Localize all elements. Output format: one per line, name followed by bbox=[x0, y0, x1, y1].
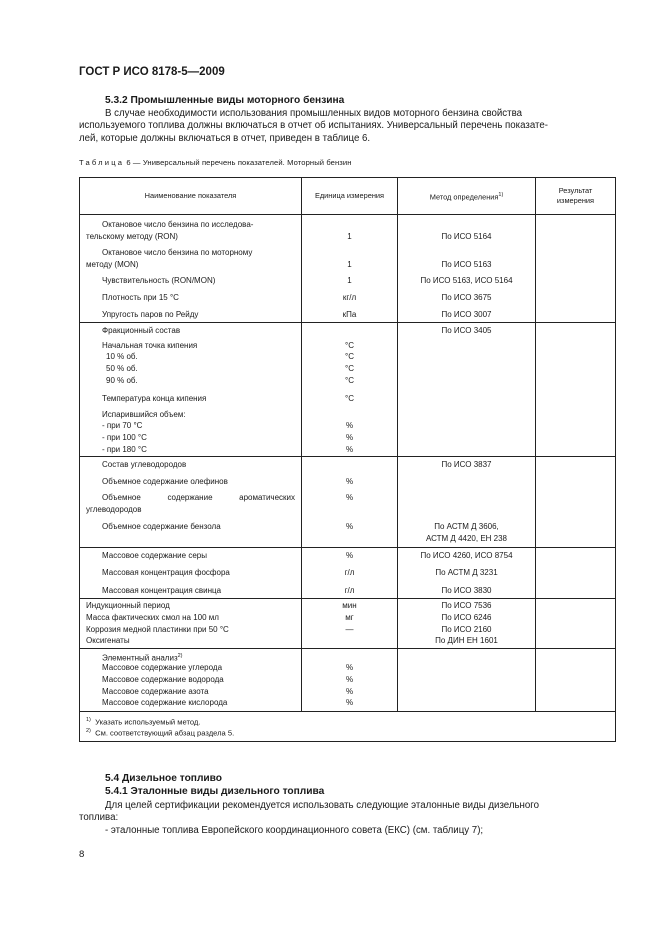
table-caption: Таблица 6 — Универсальный перечень показателей. Моторный бензин bbox=[79, 158, 352, 167]
group-3-methods: По ИСО 3837 По АСТМ Д 3606, АСТМ Д 4420, ЕН 238 bbox=[398, 457, 536, 548]
group-6-names: Элементный анализ$^{2)}$ Массовое содержание углерода Массовое содержание водорода Массовое содержание азота Массовое содержание кислорода bbox=[80, 648, 302, 711]
table-row bbox=[80, 323, 616, 457]
paragraph-line: Для целей сертификации рекомендуется использовать следующие эталонные виды дизельного bbox=[105, 800, 539, 811]
group-1-units: 1 1 1 кг/л кПа bbox=[302, 215, 398, 323]
table-row bbox=[80, 457, 616, 548]
paragraph-line: топлива: bbox=[79, 812, 119, 824]
paragraph-line: В случае необходимости использования промышленных видов моторного бензина свойства bbox=[105, 108, 522, 119]
result-cell bbox=[536, 323, 616, 457]
result-cell bbox=[536, 547, 616, 599]
paragraph-line: используемого топлива должны включаться в отчет об испытаниях. Универсальный перечень показате- bbox=[79, 120, 548, 132]
group-5-units: мин мг — bbox=[302, 599, 398, 648]
section-5-4-1-paragraph bbox=[79, 800, 614, 837]
table-footnotes: $^{1)}$ Указать используемый метод. $^{2)}$ См. соответствующий абзац раздела 5. bbox=[80, 711, 616, 741]
column-header-name: Наименование показателя bbox=[80, 178, 302, 215]
group-3-units: % % % bbox=[302, 457, 398, 548]
footnotes-row bbox=[80, 711, 616, 741]
group-3-names: Состав углеводородов Объемное содержание олефинов Объемное содержание ароматических углеводородов Объемное содержание бензола bbox=[80, 457, 302, 548]
section-heading-5-4: 5.4 Дизельное топливо bbox=[105, 773, 223, 784]
group-1-methods: По ИСО 5164 По ИСО 5163 По ИСО 5163, ИСО 5164 По ИСО 3675 По ИСО 3007 bbox=[398, 215, 536, 323]
group-5-names: Индукционный период Масса фактических смол на 100 мл Коррозия медной пластинки при 50 °С Оксигенаты bbox=[80, 599, 302, 648]
group-4-methods: По ИСО 4260, ИСО 8754 По АСТМ Д 3231 По ИСО 3830 bbox=[398, 547, 536, 599]
group-2-units: °С °С °С °С °С % % % bbox=[302, 323, 398, 457]
table-row bbox=[80, 599, 616, 648]
paragraph-line: лей, которые должны включаться в отчет, приведен в таблице 6. bbox=[79, 132, 371, 144]
result-cell bbox=[536, 457, 616, 548]
document-header: ГОСТ Р ИСО 8178-5—2009 bbox=[79, 66, 225, 78]
page-number: 8 bbox=[79, 849, 85, 860]
group-6-units: % % % % bbox=[302, 648, 398, 711]
table-row bbox=[80, 648, 616, 711]
section-heading-5-4-1: 5.4.1 Эталонные виды дизельного топлива bbox=[105, 786, 325, 797]
result-cell bbox=[536, 599, 616, 648]
column-header-unit: Единица измерения bbox=[302, 178, 398, 215]
result-cell bbox=[536, 215, 616, 323]
parameters-table bbox=[79, 177, 616, 742]
group-1-names: Октановое число бензина по исследова- тельскому методу (RON) Октановое число бензина по моторному методу (MON) Чувствительность (RON/MON) Плотность при 15 °С Упругость паров по Рейду bbox=[80, 215, 302, 323]
group-4-names: Массовое содержание серы Массовая концентрация фосфора Массовая концентрация свинца bbox=[80, 547, 302, 599]
table-row bbox=[80, 547, 616, 599]
group-2-names: Фракционный состав Начальная точка кипения 10 % об. 50 % об. 90 % об. Температура конца кипения Испарившийся объем: - при 70 °С - при 100 °С - при 180 °С bbox=[80, 323, 302, 457]
bullet-item: - эталонные топлива Европейского координационного совета (ЕКС) (см. таблицу 7); bbox=[105, 824, 484, 836]
column-header-method: Метод определения$^{1)}$ bbox=[398, 178, 536, 215]
section-5-3-2-paragraph bbox=[79, 108, 614, 145]
table-header-row bbox=[80, 178, 616, 215]
group-5-methods: По ИСО 7536 По ИСО 6246 По ИСО 2160 По ДИН ЕН 1601 bbox=[398, 599, 536, 648]
section-heading-5-3-2: 5.3.2 Промышленные виды моторного бензина bbox=[105, 95, 345, 106]
method-cell bbox=[398, 648, 536, 711]
group-2-methods: По ИСО 3405 bbox=[398, 323, 536, 457]
table-row bbox=[80, 215, 616, 323]
group-4-units: % г/л г/л bbox=[302, 547, 398, 599]
result-cell bbox=[536, 648, 616, 711]
column-header-result: Результат измерения bbox=[536, 178, 616, 215]
